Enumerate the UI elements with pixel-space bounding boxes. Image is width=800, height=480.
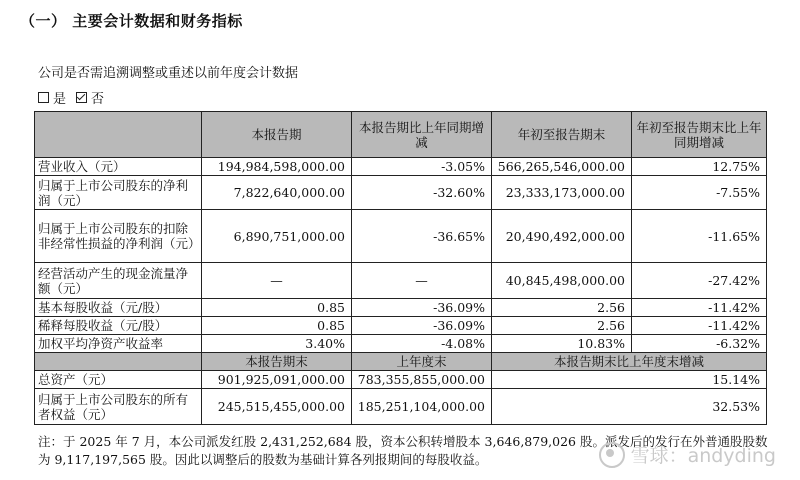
cell-ytd-change: -27.42% bbox=[632, 263, 767, 299]
option-no[interactable] bbox=[76, 88, 104, 107]
row-label: 归属于上市公司股东的净利润（元） bbox=[35, 176, 202, 210]
cell-period-end: 901,925,091,000.00 bbox=[202, 371, 352, 389]
subheader-last-year-end: 上年度末 bbox=[352, 353, 492, 371]
table-row bbox=[35, 371, 767, 389]
cell-ytd-change: -11.42% bbox=[632, 317, 767, 335]
row-label: 经营活动产生的现金流量净额（元） bbox=[35, 263, 202, 299]
restatement-question: 公司是否需追溯调整或重述以前年度会计数据 bbox=[38, 66, 299, 81]
table-row bbox=[35, 299, 767, 317]
row-label: 归属于上市公司股东的所有者权益（元） bbox=[35, 389, 202, 425]
cell-ytd: 2.56 bbox=[492, 299, 632, 317]
row-label: 稀释每股收益（元/股） bbox=[35, 317, 202, 335]
financial-indicators-table bbox=[34, 111, 767, 425]
cell-current: 7,822,640,000.00 bbox=[202, 176, 352, 210]
cell-ytd: 20,490,492,000.00 bbox=[492, 210, 632, 263]
table-header-row bbox=[35, 112, 767, 158]
cell-ytd: 23,333,173,000.00 bbox=[492, 176, 632, 210]
cell-current-change: — bbox=[352, 263, 492, 299]
cell-ytd-change: -7.55% bbox=[632, 176, 767, 210]
header-ytd-change: 年初至报告期末比上年同期增减 bbox=[632, 112, 767, 158]
subheader-period-end: 本报告期末 bbox=[202, 353, 352, 371]
option-yes[interactable] bbox=[38, 88, 66, 107]
cell-ytd-change: -11.65% bbox=[632, 210, 767, 263]
row-label: 基本每股收益（元/股） bbox=[35, 299, 202, 317]
cell-current: 0.85 bbox=[202, 317, 352, 335]
row-label: 总资产（元） bbox=[35, 371, 202, 389]
table-subheader-row bbox=[35, 353, 767, 371]
cell-current: 0.85 bbox=[202, 299, 352, 317]
checkbox-unchecked-icon[interactable] bbox=[38, 92, 49, 103]
cell-current: 3.40% bbox=[202, 335, 352, 353]
cell-change: 15.14% bbox=[492, 371, 767, 389]
cell-current-change: -32.60% bbox=[352, 176, 492, 210]
checkbox-checked-icon[interactable] bbox=[76, 92, 87, 103]
cell-ytd-change: 12.75% bbox=[632, 158, 767, 176]
cell-ytd-change: -11.42% bbox=[632, 299, 767, 317]
table-row bbox=[35, 158, 767, 176]
header-current-period: 本报告期 bbox=[202, 112, 352, 158]
table-row bbox=[35, 263, 767, 299]
cell-current-change: -36.09% bbox=[352, 317, 492, 335]
cell-current: — bbox=[202, 263, 352, 299]
cell-ytd: 10.83% bbox=[492, 335, 632, 353]
watermark bbox=[599, 441, 776, 468]
table-row bbox=[35, 389, 767, 425]
cell-ytd-change: -6.32% bbox=[632, 335, 767, 353]
header-blank bbox=[35, 112, 202, 158]
cell-ytd: 2.56 bbox=[492, 317, 632, 335]
cell-ytd: 566,265,546,000.00 bbox=[492, 158, 632, 176]
cell-current-change: -4.08% bbox=[352, 335, 492, 353]
footnote: 注：于 2025 年 7 月，本公司派发红股 2,431,252,684 股，资本公积转增股本 3,646,879,026 股。派发后的发行在外普通股股数为 9,117,197,565 股。因此以调整后的股数为基础计算各列报期间的每股收益。 bbox=[38, 434, 768, 467]
cell-current-change: -3.05% bbox=[352, 158, 492, 176]
header-ytd: 年初至报告期末 bbox=[492, 112, 632, 158]
cell-last-year-end: 185,251,104,000.00 bbox=[352, 389, 492, 425]
option-no-label: 否 bbox=[91, 92, 105, 107]
header-current-change: 本报告期比上年同期增减 bbox=[352, 112, 492, 158]
cell-current-change: -36.09% bbox=[352, 299, 492, 317]
subheader-blank bbox=[35, 353, 202, 371]
watermark-text: 雪球：andyding bbox=[630, 445, 776, 467]
restatement-options bbox=[38, 88, 104, 107]
cell-last-year-end: 783,355,855,000.00 bbox=[352, 371, 492, 389]
row-label: 营业收入（元） bbox=[35, 158, 202, 176]
row-label: 加权平均净资产收益率 bbox=[35, 335, 202, 353]
table-row bbox=[35, 176, 767, 210]
cell-current: 6,890,751,000.00 bbox=[202, 210, 352, 263]
row-label: 归属于上市公司股东的扣除非经常性损益的净利润（元） bbox=[35, 210, 202, 263]
section-title: （一） 主要会计数据和财务指标 bbox=[20, 12, 243, 30]
cell-current: 194,984,598,000.00 bbox=[202, 158, 352, 176]
cell-current-change: -36.65% bbox=[352, 210, 492, 263]
table-row bbox=[35, 210, 767, 263]
cell-change: 32.53% bbox=[492, 389, 767, 425]
table-row bbox=[35, 335, 767, 353]
cell-ytd: 40,845,498,000.00 bbox=[492, 263, 632, 299]
subheader-change: 本报告期末比上年度末增减 bbox=[492, 353, 767, 371]
cell-period-end: 245,515,455,000.00 bbox=[202, 389, 352, 425]
table-row bbox=[35, 317, 767, 335]
xueqiu-logo-icon bbox=[599, 442, 625, 468]
option-yes-label: 是 bbox=[53, 92, 67, 107]
